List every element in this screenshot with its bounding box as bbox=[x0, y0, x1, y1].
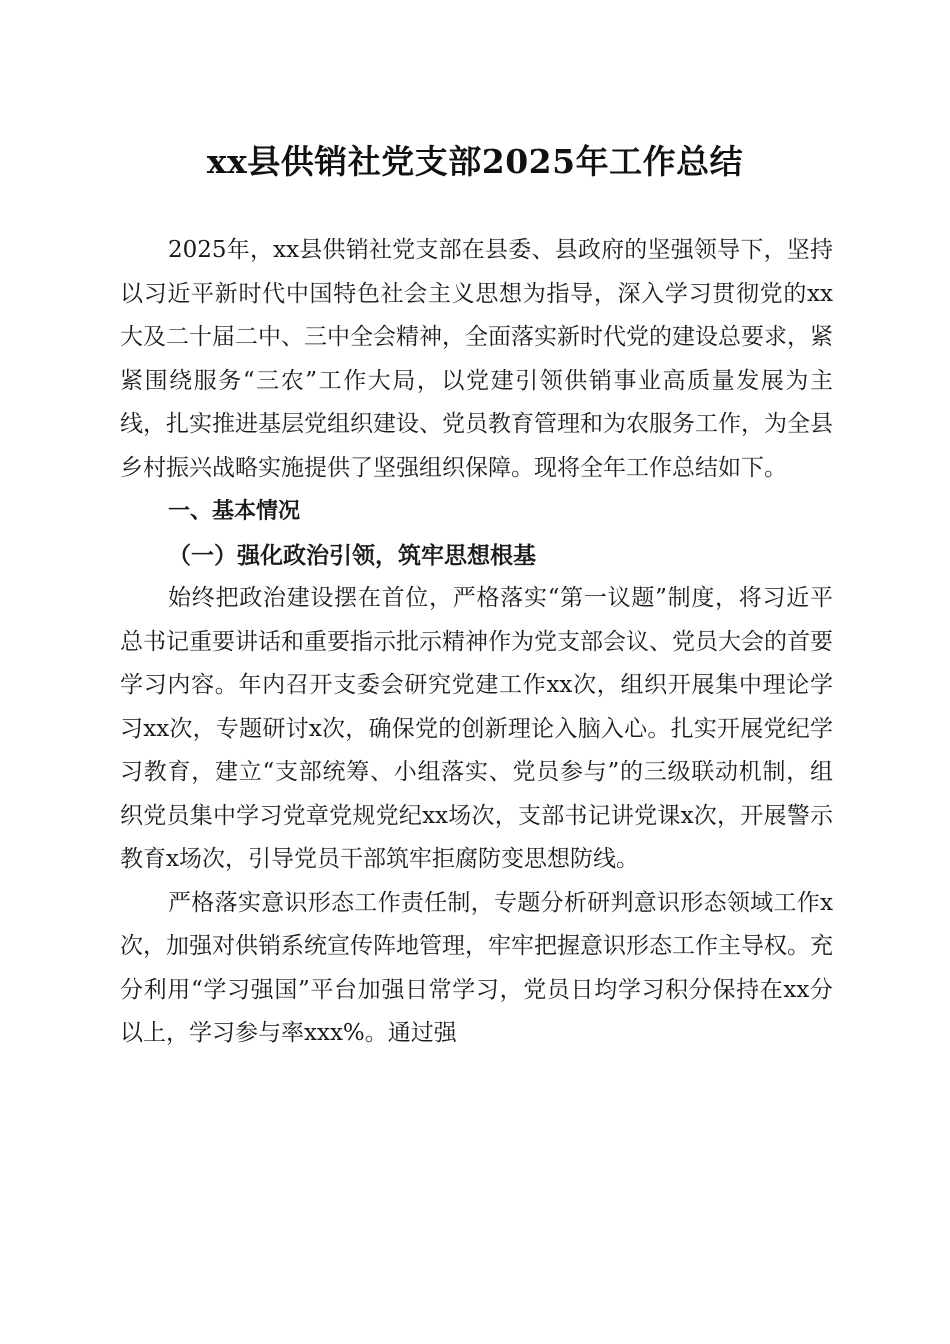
section-heading-basic-situation: 一、基本情况 bbox=[168, 499, 301, 524]
intro-paragraph: 2025年，xx县供销社党支部在县委、县政府的坚强领导下，坚持以习近平新时代中国特色社会主义思想为指导，深入学习贯彻党的xx大及二十届二中、三中全会精神，全面落实新时代党的建设总要求，紧紧围绕服务“三农”工作大局，以党建引领供销事业高质量发展为主线，扎实推进基层党组织建设、党员教育管理和为农服务工作，为全县乡村振兴战略实施提供了坚强组织保障。现将全年工作总结如下。 bbox=[120, 237, 833, 481]
body-paragraph-1: 始终把政治建设摆在首位，严格落实“第一议题”制度，将习近平总书记重要讲话和重要指示批示精神作为党支部会议、党员大会的首要学习内容。年内召开支委会研究党建工作xx次，组织开展集中理论学习xx次，专题研讨x次，确保党的创新理论入脑入心。扎实开展党纪学习教育，建立“支部统筹、小组落实、党员参与”的三级联动机制，组织党员集中学习党章党规党纪xx场次，支部书记讲党课x次，开展警示教育x场次，引导党员干部筑牢拒腐防变思想防线。 bbox=[120, 585, 833, 872]
document-title: xx县供销社党支部2025年工作总结 bbox=[206, 142, 744, 181]
subsection-heading-political-guidance: （一）强化政治引领，筑牢思想根基 bbox=[168, 541, 536, 569]
body-paragraph-2: 严格落实意识形态工作责任制，专题分析研判意识形态领域工作x次，加强对供销系统宣传阵地管理，牢牢把握意识形态工作主导权。充分利用“学习强国”平台加强日常学习，党员日均学习积分保持在xx分以上，学习参与率xxx%。通过强 bbox=[120, 889, 833, 1046]
document-body bbox=[120, 229, 833, 1056]
